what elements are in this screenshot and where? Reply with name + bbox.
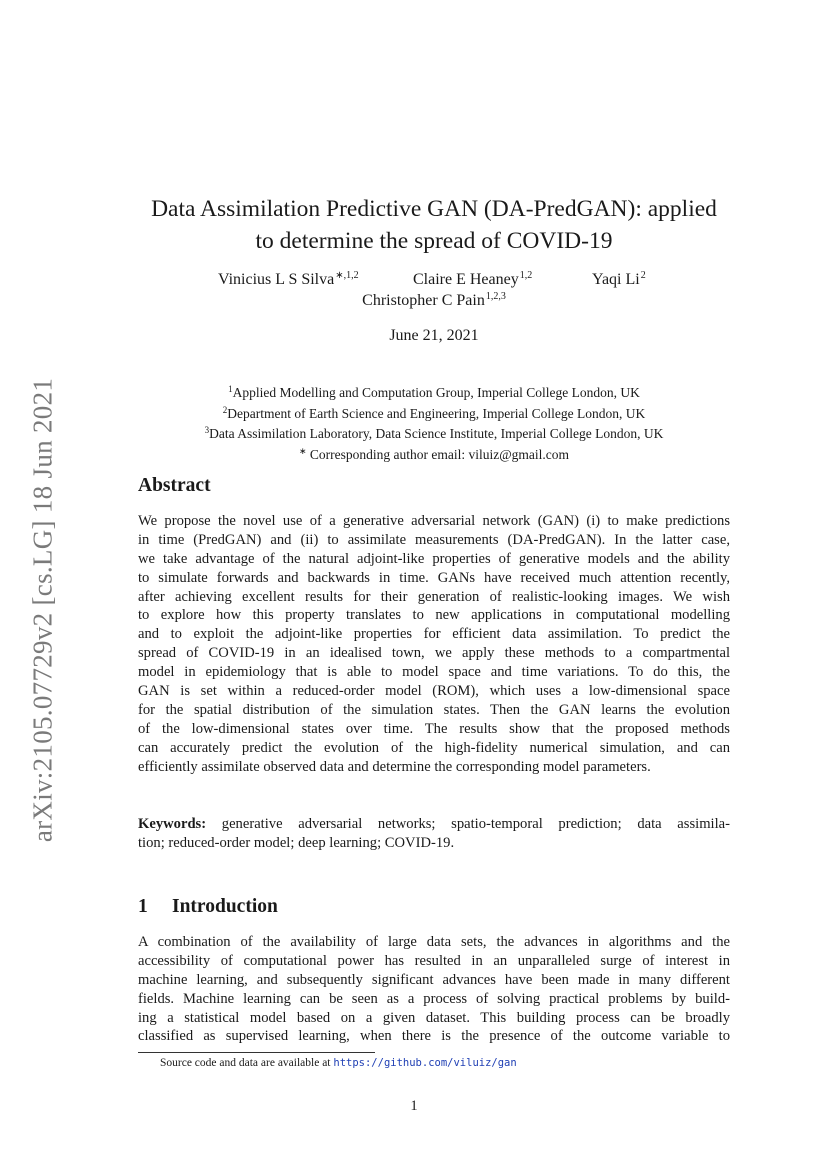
affiliation-item [120, 402, 748, 423]
author-name: Yaqi Li [592, 271, 640, 288]
intro-line: ing a statistical model based on a given dataset. This building process can be broadly [138, 1009, 730, 1026]
affiliation-mark: 1 [228, 384, 233, 394]
intro-line: accessibility of computational power has resulted in an unparalleled surge of interest in [138, 952, 730, 969]
abstract-body [138, 512, 730, 776]
abstract-line: spread of COVID-19 in an idealised town, we apply these methods to a compartmental [138, 645, 730, 662]
github-link[interactable]: https://github.com/viluiz/gan [333, 1057, 517, 1069]
footnote [160, 1057, 517, 1069]
paper-title [120, 193, 748, 257]
footnote-text: Source code and data are available at [160, 1057, 334, 1069]
abstract-line: after achieving excellent results for their generation of realistic-looking images. We wish [138, 588, 730, 605]
affiliation-item [120, 443, 748, 464]
introduction-heading [138, 896, 278, 918]
affiliation-mark: 3 [204, 425, 210, 435]
affiliation-text: Data Assimilation Laboratory, Data Science Institute, Imperial College London, UK [209, 426, 664, 441]
arxiv-identifier-text: arXiv:2105.07729v2 [cs.LG] 18 Jun 2021 [27, 377, 58, 843]
footnote-divider [138, 1052, 375, 1053]
author-list [120, 270, 748, 312]
abstract-line: can accurately predict the evolution of the high-fidelity numerical simulation, and can [138, 739, 730, 756]
author-affiliation-mark: 1,2 [519, 270, 533, 281]
author-heaney [413, 270, 532, 289]
arxiv-identifier-stamp [22, 370, 64, 850]
abstract-line: and to exploit the adjoint-like properties for efficient data assimilation. To predict the [138, 626, 730, 643]
author-li [592, 270, 646, 289]
intro-line: fields. Machine learning can be seen as a process of solving practical problems by build- [138, 990, 730, 1007]
affiliation-mark: ∗ [298, 445, 307, 456]
author-name: Claire E Heaney [413, 271, 519, 288]
keywords-line: tion; reduced-order model; deep learning; COVID-19. [138, 834, 455, 851]
intro-line: A combination of the availability of large data sets, the advances in algorithms and the [138, 934, 730, 950]
keywords-line [138, 815, 730, 834]
affiliation-item [120, 381, 748, 402]
affiliation-text: Department of Earth Science and Engineering, Imperial College London, UK [227, 405, 646, 421]
affiliation-text: Corresponding author email: viluiz@gmail.com [306, 446, 570, 462]
abstract-line: to explore how this property translates to new applications in computational modelling [138, 607, 730, 624]
abstract-heading: Abstract [138, 475, 211, 496]
author-name: Christopher C Pain [362, 292, 485, 309]
author-affiliation-mark: 1,2,3 [485, 291, 506, 302]
abstract-line: GAN is set within a reduced-order model (ROM), which uses a low-dimensional space [138, 683, 730, 700]
abstract-line: efficiently assimilate observed data and determine the corresponding model parameters. [138, 758, 651, 775]
title-line: to determine the spread of COVID-19 [255, 228, 613, 254]
author-silva [218, 270, 359, 289]
section-number: 1 [138, 896, 148, 917]
abstract-line: in time (PredGAN) and (ii) to assimilate measurements (DA-PredGAN). In the latter case, [138, 531, 730, 548]
author-affiliation-mark: 2 [640, 270, 646, 281]
abstract-line: model in epidemiology that is able to model space and time variations. To do this, the [138, 664, 730, 681]
abstract-line: we take advantage of the natural adjoint-like properties of generative models and the ability [138, 550, 730, 567]
affiliation-list [120, 381, 748, 463]
author-row [120, 270, 748, 291]
introduction-body [138, 933, 730, 1046]
affiliation-text: Applied Modelling and Computation Group, Imperial College London, UK [232, 385, 640, 400]
intro-line: machine learning, and subsequently significant advances have been made in many different [138, 971, 730, 988]
affiliation-mark: 2 [222, 404, 228, 415]
author-row [120, 291, 748, 312]
author-affiliation-mark: ∗,1,2 [335, 270, 359, 281]
keywords-block [138, 815, 730, 853]
abstract-line: for the spatial distribution of the simulation states. Then the GAN learns the evolution [138, 701, 730, 718]
publication-date: June 21, 2021 [389, 327, 479, 344]
abstract-line: of the low-dimensional states over time. The results show that the proposed methods [138, 720, 730, 737]
keywords-label: Keywords: [138, 816, 207, 832]
page-number: 1 [410, 1098, 418, 1114]
intro-line: classified as supervised learning, when there is the presence of the outcome variable to [138, 1028, 730, 1045]
author-name: Vinicius L S Silva [218, 271, 335, 288]
author-pain [120, 291, 748, 310]
section-title: Introduction [172, 896, 278, 917]
abstract-line: to simulate forwards and backwards in time. GANs have received much attention recently, [138, 569, 730, 586]
abstract-line: We propose the novel use of a generative adversarial network (GAN) (i) to make predictions [138, 513, 730, 529]
title-line: Data Assimilation Predictive GAN (DA-PredGAN): applied [151, 196, 717, 222]
affiliation-item [120, 422, 748, 443]
keywords-text: generative adversarial networks; spatio-temporal prediction; data assimila- [206, 816, 730, 832]
